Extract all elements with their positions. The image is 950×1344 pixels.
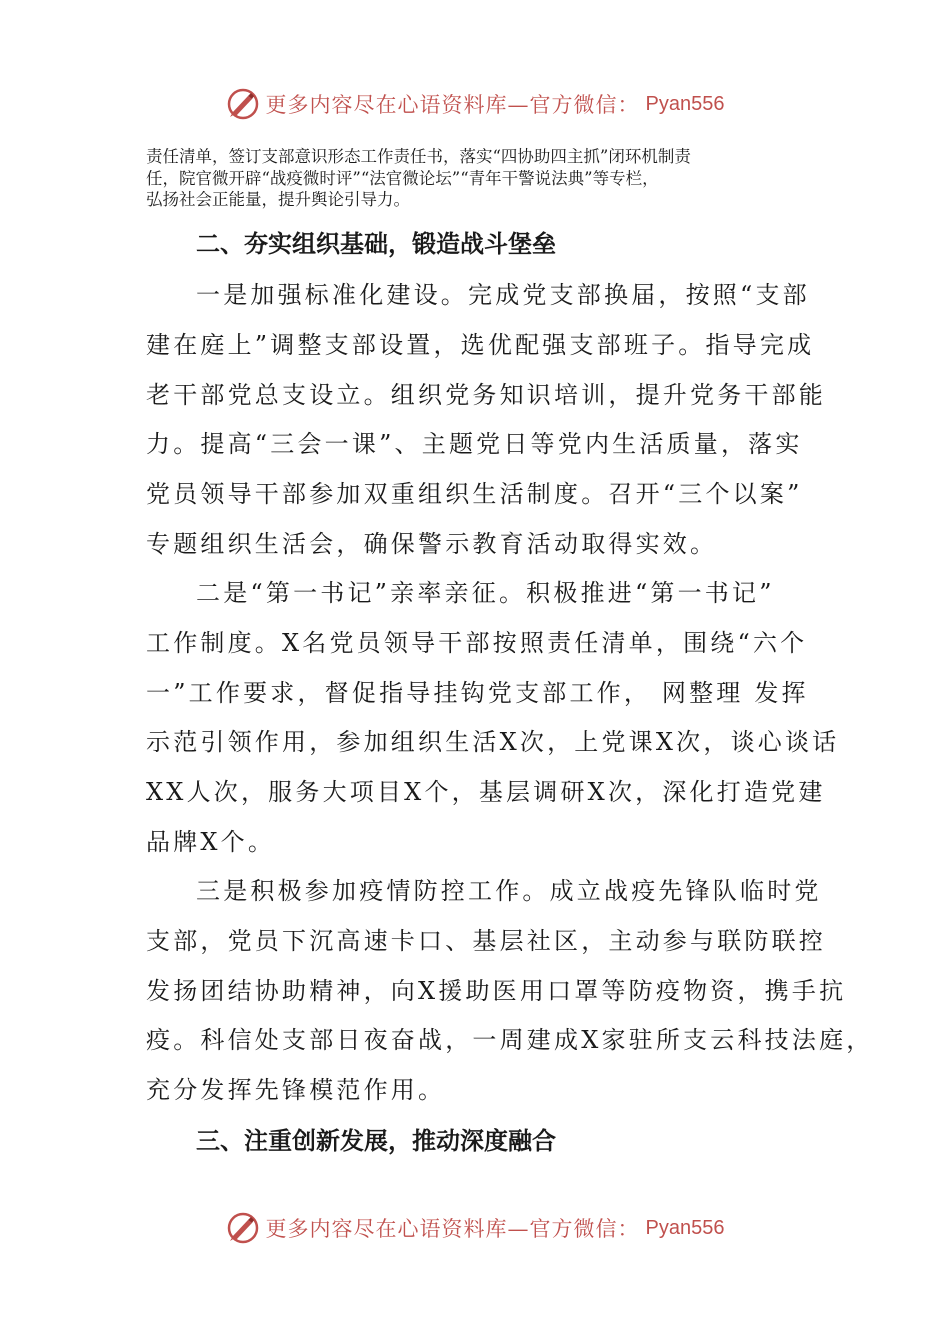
section-heading-3: 三、注重创新发展，推动深度融合 xyxy=(196,1127,556,1155)
text-line: 工作制度。X名党员领导干部按照责任清单，围绕“六个 xyxy=(146,628,808,657)
text-line: 党员领导干部参加双重组织生活制度。召开“三个以案” xyxy=(146,480,803,509)
watermark-text: 更多内容尽在心语资料库—官方微信： xyxy=(265,1217,640,1241)
text-line: 充分发挥先锋模范作用。 xyxy=(146,1076,446,1105)
pen-circle-logo-icon xyxy=(226,87,260,121)
intro-paragraph xyxy=(146,146,816,211)
text-line: 责任清单，签订支部意识形态工作责任书，落实“四协助四主抓”闭环机制责 xyxy=(146,147,691,166)
text-line: 弘扬社会正能量，提升舆论引导力。 xyxy=(146,190,410,209)
text-line: 任，院官微开辟“战疫微时评”“法官微论坛”“青年干警说法典”等专栏， xyxy=(146,168,659,188)
watermark-text: 更多内容尽在心语资料库—官方微信： xyxy=(265,93,640,117)
text-line: 一是加强标准化建设。完成党支部换届，按照“支部 xyxy=(196,281,810,309)
text-line: 支部，党员下沉高速卡口、基层社区，主动参与联防联控 xyxy=(146,926,826,955)
section-heading-2: 二、夯实组织基础，锻造战斗堡垒 xyxy=(196,230,556,258)
text-line: 发扬团结协助精神，向X援助医用口罩等防疫物资，携手抗 xyxy=(146,976,847,1005)
header-watermark xyxy=(0,84,950,124)
paragraph-epidemic-control xyxy=(146,867,874,1116)
text-line: XX人次，服务大项目X个，基层调研X次，深化打造党建 xyxy=(146,778,826,807)
text-line: 疫。科信处支部日夜奋战，一周建成X家驻所支云科技法庭， xyxy=(146,1026,874,1055)
text-line: 示范引领作用，参加组织生活X次，上党课X次，谈心谈话 xyxy=(146,728,840,757)
paragraph-standardization xyxy=(146,271,826,570)
text-line: 二是“第一书记”亲率亲征。积极推进“第一书记” xyxy=(196,579,775,607)
text-line: 一”工作要求，督促指导挂钩党支部工作， 网整理 发挥 xyxy=(146,678,809,707)
text-line: 力。提高“三会一课”、主题党日等党内生活质量，落实 xyxy=(146,430,803,459)
watermark-handle: Pyan556 xyxy=(645,92,725,115)
paragraph-first-secretary xyxy=(146,569,840,868)
text-line: 专题组织生活会，确保警示教育活动取得实效。 xyxy=(146,529,718,558)
text-line: 品牌X个。 xyxy=(146,827,276,856)
text-line: 老干部党总支设立。组织党务知识培训，提升党务干部能 xyxy=(146,380,826,409)
text-line: 三是积极参加疫情防控工作。成立战疫先锋队临时党 xyxy=(196,877,822,905)
footer-watermark xyxy=(0,1208,950,1248)
text-line: 建在庭上”调整支部设置，选优配强支部班子。指导完成 xyxy=(146,330,815,359)
pen-circle-logo-icon xyxy=(226,1211,260,1245)
watermark-handle: Pyan556 xyxy=(645,1216,725,1239)
